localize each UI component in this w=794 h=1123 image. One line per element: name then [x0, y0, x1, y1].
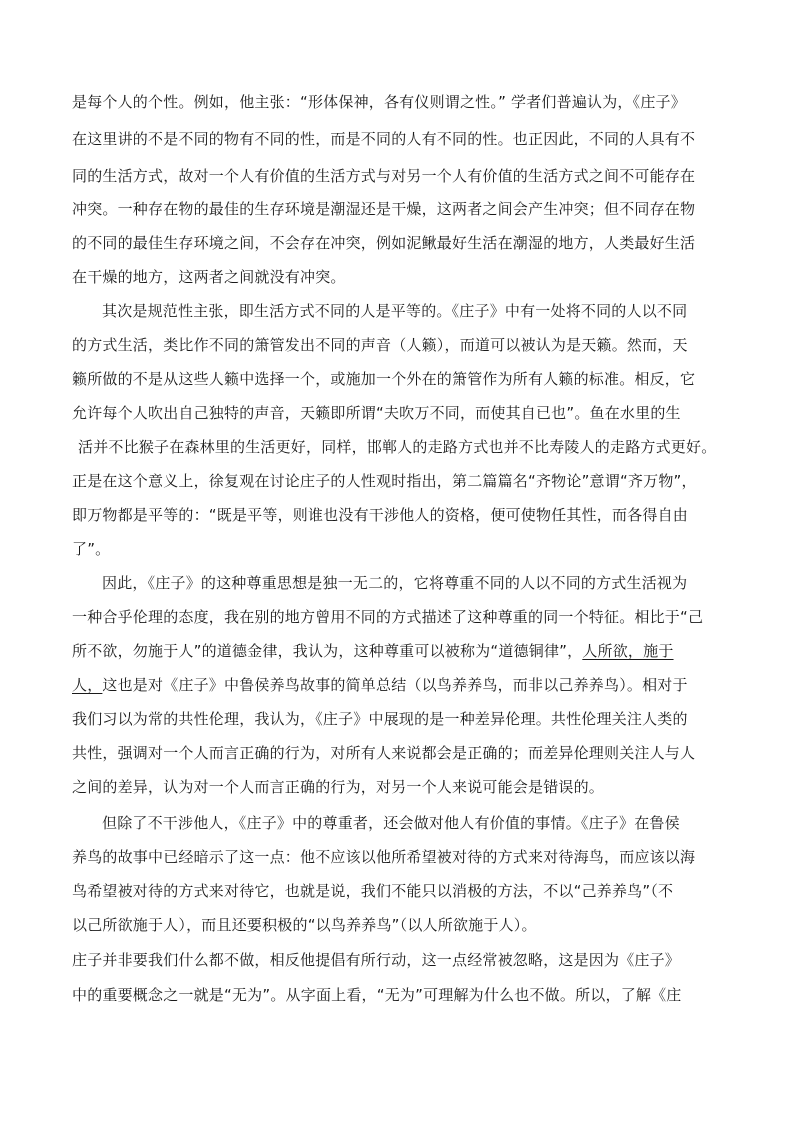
text-line: 冲突。一种存在物的最佳的生存环境是潮湿还是干燥，这两者之间会产生冲突；但不同存在物: [72, 200, 696, 218]
text-line: 即万物都是平等的：“既是平等，则谁也没有干涉他人的资格，便可使物任其性，而各得自由: [72, 506, 688, 524]
paragraph-first-line: 因此，《庄子》的这种尊重思想是独一无二的，它将尊重不同的人以不同的方式生活视为: [102, 574, 688, 592]
text-segment: 所不欲，勿施于人”的道德金律，我认为，这种尊重可以被称为“道德铜律”，: [72, 642, 583, 660]
paragraph-first-line: 但除了不干涉他人，《庄子》中的尊重者，还会做对他人有价值的事情。《庄子》在鲁侯: [102, 814, 680, 832]
text-line: 以己所欲施于人），而且还要积极的“以鸟养养鸟”（以人所欲施于人）。: [72, 916, 537, 934]
text-line-with-underline: [72, 675, 688, 695]
text-line: 一种合乎伦理的态度，我在别的地方曾用不同的方式描述了这种尊重的同一个特征。相比于“己: [72, 608, 704, 626]
text-line: 允许每个人吹出自己独特的声音，天籁即所谓“夫吹万不同，而使其自已也”。鱼在水里的生: [72, 404, 681, 422]
text-line: 养鸟的故事中已经暗示了这一点：他不应该以他所希望被对待的方式来对待海鸟，而应该以海: [72, 848, 696, 866]
text-line: 在干燥的地方，这两者之间就没有冲突。: [72, 268, 346, 286]
text-line: 正是在这个意义上，徐复观在讨论庄子的人性观时指出，第二篇篇名“齐物论”意谓“齐万物”，: [72, 472, 697, 490]
text-line: 庄子并非要我们什么都不做，相反他提倡有所行动，这一点经常被忽略，这是因为《庄子》: [72, 951, 681, 969]
text-line: 活并不比猴子在森林里的生活更好，同样，邯郸人的走路方式也并不比寿陵人的走路方式更好。: [78, 438, 717, 456]
text-line: 之间的差异，认为对一个人而言正确的行为，对另一个人来说可能会是错误的。: [72, 778, 605, 796]
text-line-with-underline: [72, 641, 674, 661]
text-line: 在这里讲的不是不同的物有不同的性，而是不同的人有不同的性。也正因此，不同的人具有不: [72, 130, 696, 148]
text-segment: 这也是对《庄子》中鲁侯养鸟故事的简单总结（以鸟养养鸟，而非以己养养鸟）。相对于: [102, 676, 688, 694]
text-line: 的方式生活，类比作不同的箫管发出不同的声音（人籁），而道可以被认为是天籁。然而，天: [72, 336, 688, 354]
text-line: 共性，强调对一个人而言正确的行为，对所有人来说都会是正确的；而差异伦理则关注人与人: [72, 744, 696, 762]
text-line: 鸟希望被对待的方式来对待它，也就是说，我们不能只以消极的方法，不以“己养养鸟”（不: [72, 882, 674, 900]
text-line: 了”。: [72, 540, 111, 558]
text-line: 是每个人的个性。例如，他主张：“形体保神，各有仪则谓之性。” 学者们普遍认为，《庄子》: [72, 93, 686, 111]
text-line: 的不同的最佳生存环境之间，不会存在冲突，例如泥鳅最好生活在潮湿的地方，人类最好生活: [72, 234, 696, 252]
text-line: 我们习以为常的共性伦理，我认为，《庄子》中展现的是一种差异伦理。共性伦理关注人类的: [72, 710, 688, 728]
underlined-phrase: 人，: [72, 676, 103, 694]
text-line: 同的生活方式，故对一个人有价值的生活方式与对另一个人有价值的生活方式之间不可能存在: [72, 167, 696, 185]
text-line: 中的重要概念之一就是“无为”。从字面上看，“无为”可理解为什么也不做。所以，了解《庄: [72, 986, 682, 1004]
paragraph-first-line: 其次是规范性主张，即生活方式不同的人是平等的。《庄子》中有一处将不同的人以不同: [102, 302, 688, 320]
underlined-phrase: 人所欲，施于: [582, 642, 674, 660]
text-line: 籁所做的不是从这些人籁中选择一个，或施加一个外在的箫管作为所有人籁的标准。相反，它: [72, 370, 696, 388]
